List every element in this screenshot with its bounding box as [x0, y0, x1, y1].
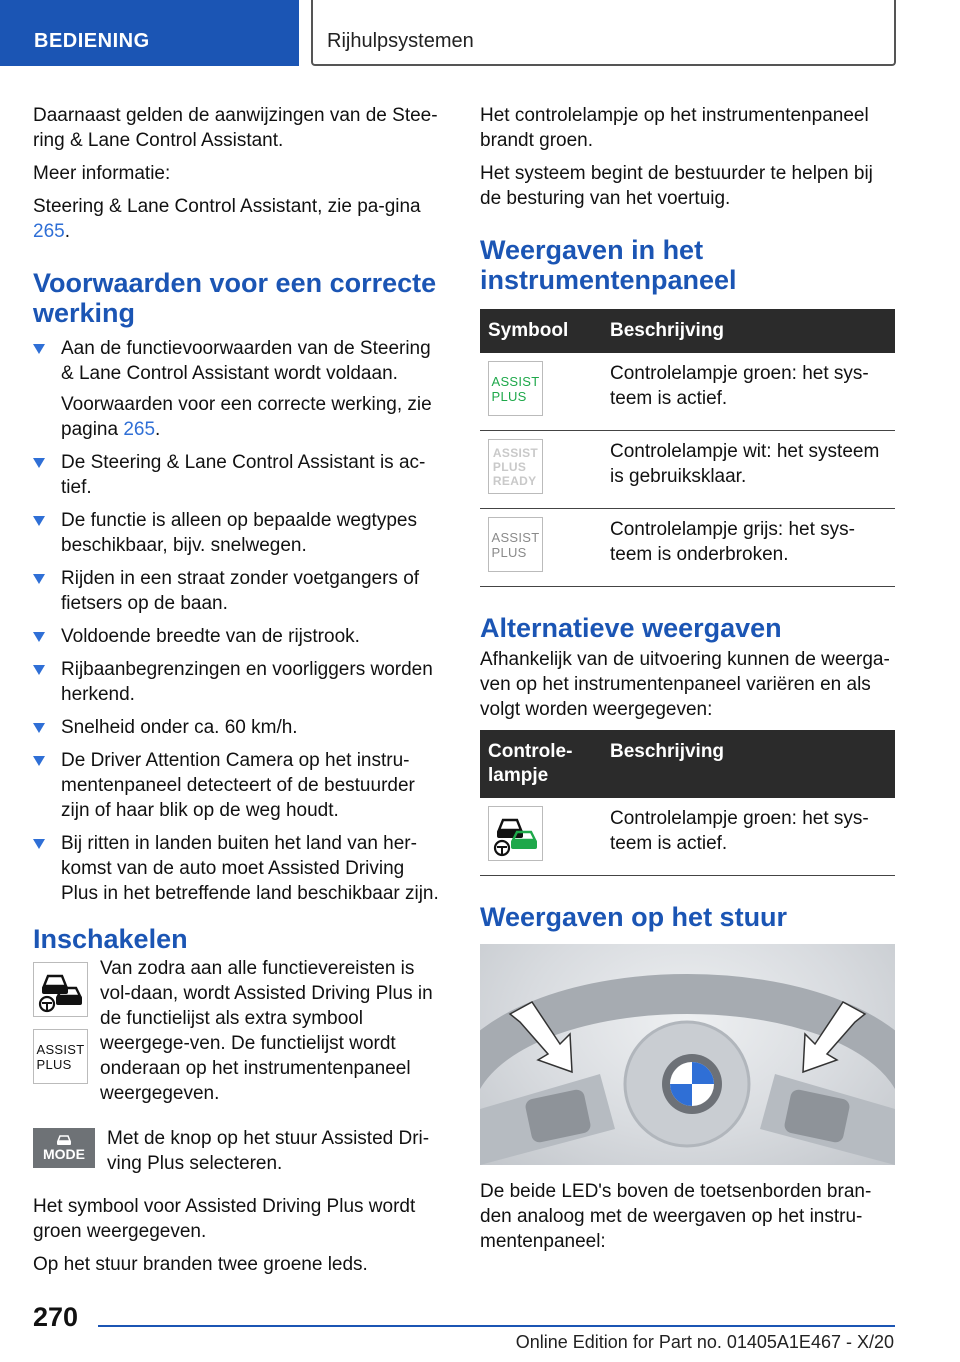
activate-paragraph: Van zodra aan alle functievereisten is vol-daan, wordt Assisted Driving Plus in de functielijst als extra symbool weergege-ven. De functielijst wordt onderaan op het instrumentenpaneel weergegeven. — [100, 958, 433, 1104]
assisted-driving-icon — [33, 962, 88, 1017]
mode-block — [33, 1128, 443, 1184]
table-cell: Controlelampje wit: het systeem is gebruiksklaar. — [602, 431, 895, 509]
list-item: De Steering & Lane Control Assistant is ac-tief. — [33, 450, 443, 500]
activate-icons — [33, 962, 88, 1114]
page-link[interactable]: 265 — [123, 419, 156, 440]
triangle-bullet-icon — [33, 665, 45, 675]
triangle-bullet-icon — [33, 458, 45, 468]
triangle-bullet-icon — [33, 839, 45, 849]
steering-wheel-image — [480, 944, 895, 1165]
list-item: Voldoende breedte van de rijstrook. — [33, 624, 443, 649]
list-item: De Driver Attention Camera op het instru-mentenpaneel detecteert of de bestuurder zijn of haar blik op de weg houdt. — [33, 748, 443, 823]
mode-button-icon: MODE — [33, 1128, 95, 1168]
assist-plus-green-icon: ASSIST PLUS — [488, 361, 543, 416]
assisted-driving-green-icon — [488, 806, 543, 861]
heading-conditions: Voorwaarden voor een correcte werking — [33, 268, 437, 328]
system-paragraph: Het systeem begint de bestuurder te helpen bij de besturing van het voertuig. — [480, 163, 873, 209]
list-item-note: Voorwaarden voor een correcte werking, zie pagina 265. — [61, 394, 432, 440]
section-title: BEDIENING — [34, 30, 150, 52]
table-cell: Controlelampje groen: het sys-teem is actief. — [602, 353, 895, 431]
table-cell: Controlelampje grijs: het sys-teem is onderbroken. — [602, 509, 895, 587]
intro-paragraph: Daarnaast gelden de aanwijzingen van de Stee-ring & Lane Control Assistant. — [33, 105, 438, 151]
heading-steering-wheel: Weergaven op het stuur — [480, 902, 788, 932]
heading-cluster-displays: Weergaven in het instrumentenpaneel — [480, 235, 737, 295]
heading-activate: Inschakelen — [33, 924, 188, 954]
table-row — [480, 509, 895, 587]
table-header: Symbool — [480, 309, 602, 353]
symbol-paragraph: Het symbool voor Assisted Driving Plus wordt groen weergegeven. — [33, 1196, 416, 1242]
table-header-row — [480, 309, 895, 353]
mode-paragraph: Met de knop op het stuur Assisted Dri-ving Plus selecteren. — [107, 1128, 430, 1174]
footer-edition: Online Edition for Part no. 01405A1E467 - X/20 — [515, 1332, 894, 1352]
assist-plus-ready-icon: ASSIST PLUS READY — [488, 439, 543, 494]
chapter-tab — [311, 0, 896, 66]
right-column — [480, 103, 895, 1262]
table-header: Beschrijving — [602, 309, 895, 353]
lamp-paragraph: Het controlelampje op het instrumentenpaneel brandt groen. — [480, 105, 869, 151]
list-item: Rijbaanbegrenzingen en voorliggers worden herkend. — [33, 657, 443, 707]
table-row — [480, 798, 895, 876]
page-number: 270 — [33, 1302, 79, 1332]
table-header: Beschrijving — [602, 730, 895, 798]
table-cell: Controlelampje groen: het sys-teem is actief. — [602, 798, 895, 876]
triangle-bullet-icon — [33, 723, 45, 733]
list-item: Rijden in een straat zonder voetgangers of fietsers op de baan. — [33, 566, 443, 616]
chapter-title: Rijhulpsystemen — [327, 30, 474, 52]
section-tab — [0, 0, 299, 66]
triangle-bullet-icon — [33, 756, 45, 766]
page-link[interactable]: 265 — [33, 221, 65, 242]
triangle-bullet-icon — [33, 344, 45, 354]
heading-alternative-displays: Alternatieve weergaven — [480, 613, 782, 643]
alternative-paragraph: Afhankelijk van de uitvoering kunnen de weerga-ven op het instrumentenpaneel variëren en als volgt worden weergegeven: — [480, 649, 890, 720]
triangle-bullet-icon — [33, 632, 45, 642]
activate-block — [33, 958, 443, 1114]
leds-paragraph: Op het stuur branden twee groene leds. — [33, 1254, 368, 1275]
list-item: Bij ritten in landen buiten het land van her-komst van de auto moet Assisted Driving Plus in het betreffende land beschikbaar zijn. — [33, 831, 443, 906]
assist-plus-grey-icon: ASSIST PLUS — [488, 517, 543, 572]
conditions-list — [33, 336, 443, 906]
list-item: Snelheid onder ca. 60 km/h. — [33, 715, 443, 740]
reference-paragraph: Steering & Lane Control Assistant, zie pa-gina 265. — [33, 196, 421, 242]
led-paragraph: De beide LED's boven de toetsenborden bran-den analoog met de weergaven op het instru-mentenpaneel: — [480, 1181, 872, 1252]
list-item: De functie is alleen op bepaalde wegtypes beschikbaar, bijv. snelwegen. — [33, 508, 443, 558]
list-item: Aan de functievoorwaarden van de Steering & Lane Control Assistant wordt voldaan. Voorwaarden voor een correcte werking, zie pagina 265. — [33, 336, 443, 442]
cluster-display-table — [480, 309, 895, 587]
table-header-row — [480, 730, 895, 798]
triangle-bullet-icon — [33, 516, 45, 526]
footer-divider — [98, 1325, 895, 1327]
table-row — [480, 353, 895, 431]
table-row — [480, 431, 895, 509]
assist-plus-icon: ASSIST PLUS — [33, 1029, 88, 1084]
left-column — [33, 103, 443, 1285]
alternative-display-table — [480, 730, 895, 876]
triangle-bullet-icon — [33, 574, 45, 584]
table-header: Controle-lampje — [480, 730, 602, 798]
more-info-label: Meer informatie: — [33, 163, 171, 184]
